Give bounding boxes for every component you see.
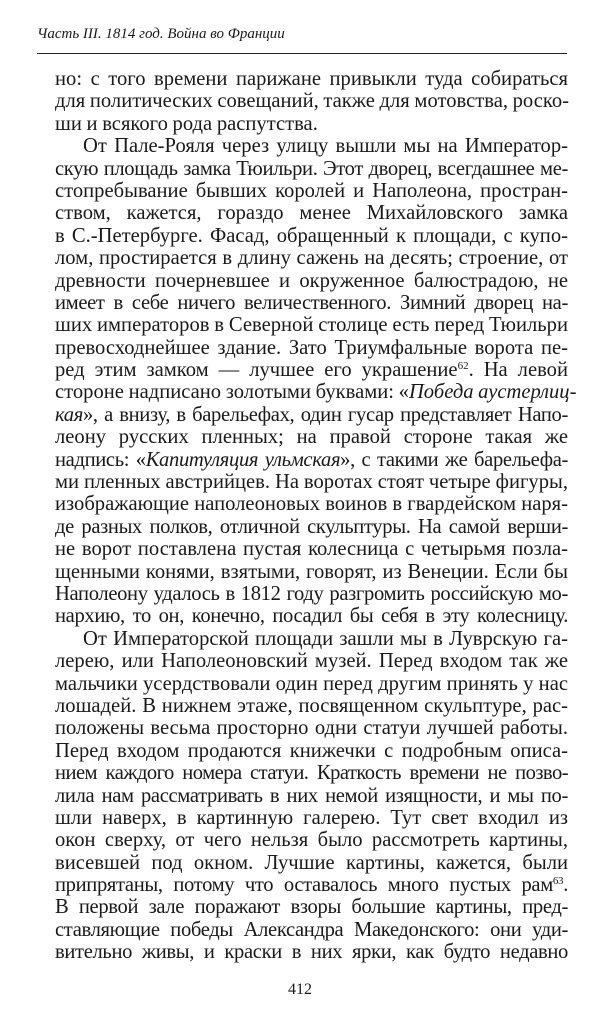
text-line: Перед входом продаются книжечки с подробным описа- — [55, 739, 568, 762]
text-line: не ворот поставлена пустая колесница с четырьмя позла- — [55, 538, 568, 561]
text-line: в С.-Петербурге. Фасад, обращенный к площади, с купо- — [55, 224, 568, 247]
text-line: ши и всякого рода распутства. — [55, 112, 318, 135]
text-line: ством, кажется, гораздо менее Михайловского замка — [55, 202, 568, 225]
text-line: висевшей под окном. Лучшие картины, кажется, были — [55, 851, 568, 874]
text-line: вительно живы, и краски в них ярки, как будто недавно — [55, 941, 568, 964]
header-rule — [37, 53, 567, 54]
text-line: ми пленных австрийцев. На воротах стоят четыре фигуры, — [55, 471, 568, 494]
text-segment: . — [563, 874, 568, 897]
text-line: де разных полков, отличной скульптуры. На самой верши- — [55, 515, 568, 538]
text-segment: . На левой — [468, 359, 568, 382]
text-line: положены весьма просторно одни статуи лучшей работы. — [55, 717, 568, 740]
text-line: стопребывание бывших королей и Наполеона, простран- — [55, 179, 568, 202]
text-line: окон сверху, от чего нельзя было рассмотреть картины, — [55, 829, 568, 852]
text-segment: надпись: « — [55, 448, 146, 471]
text-line: мальчики усердствовали один перед другим принять у нас — [55, 672, 568, 695]
text-line: нархию, то он, конечно, посадил бы себя в эту колесницу. — [55, 605, 568, 628]
text-line: В первой зале поражают взоры большие картины, пред- — [55, 896, 568, 919]
text-line: От Императорской площади зашли мы в Луврскую га- — [83, 627, 568, 650]
text-line: Наполеону удалось в 1812 году разгромить российскую мо- — [55, 582, 568, 605]
text-line: ставляющие победы Александра Македонского: они уди- — [55, 918, 568, 941]
text-line: нием каждого номера статуи. Краткость времени не позво- — [55, 762, 568, 785]
text-line: для политических совещаний, также для мотовства, роско- — [55, 90, 569, 113]
text-line: лошадей. В нижнем этаже, посвященном скульптуре, рас- — [55, 694, 568, 717]
footnote-ref-63[interactable]: 63 — [552, 875, 564, 888]
text-segment: », а внизу, в барельефах, один гусар представляет Напо- — [82, 403, 568, 426]
body-text — [55, 68, 577, 964]
text-line: но: с того времени парижане привыкли туда собираться — [55, 68, 568, 90]
text-segment: ред этим замком — лучшее его украшение — [55, 359, 458, 382]
text-line — [55, 449, 568, 471]
text-line: лерею, или Наполеоновский музей. Перед входом так же — [55, 650, 568, 673]
italic-quote: Капитуляция ульмская — [145, 448, 341, 471]
text-line — [55, 359, 568, 381]
text-line: имеет в себе ничего величественного. Зимний дворец на- — [55, 291, 568, 314]
italic-quote: Победа аустерлиц- — [408, 381, 577, 404]
text-segment: стороне надписано золотыми буквами: « — [55, 381, 409, 404]
running-head: Часть III. 1814 год. Война во Франции — [37, 26, 285, 42]
text-segment: », с такими же барельефа- — [340, 448, 568, 471]
text-line: щенными конями, взятыми, говорят, из Венеции. Если бы — [55, 560, 568, 583]
text-line: От Пале-Рояля через улицу вышли мы на Император- — [83, 135, 568, 158]
text-line — [55, 381, 577, 404]
text-segment: припрятаны, потому что оставалось много пустых рам — [55, 874, 553, 897]
italic-quote: кая — [55, 403, 83, 426]
text-line: ших императоров в Северной столице есть перед Тюильри — [55, 314, 568, 337]
text-line: шли наверх, в картинную галерею. Тут свет входил из — [55, 806, 568, 829]
text-line: превосходнейшее здание. Зато Триумфальные ворота пе- — [55, 336, 568, 359]
footnote-ref-62[interactable]: 62 — [457, 360, 469, 373]
text-line: леону русских пленных; на правой стороне такая же — [55, 426, 568, 449]
page-number: 412 — [288, 981, 312, 998]
text-line: лом, простирается в длину сажень на десять; строение, от — [55, 247, 568, 270]
text-line — [55, 404, 568, 426]
text-line — [55, 874, 568, 896]
text-line: древности почерневшее и окруженное балюстрадою, не — [55, 269, 568, 292]
text-line: скую площадь замка Тюильри. Этот дворец, всегдашнее ме- — [55, 157, 568, 180]
text-line: лила нам рассматривать в них немой изящности, и мы по- — [55, 784, 568, 807]
text-line: изображающие наполеоновых воинов в гвардейском наря- — [55, 493, 568, 516]
